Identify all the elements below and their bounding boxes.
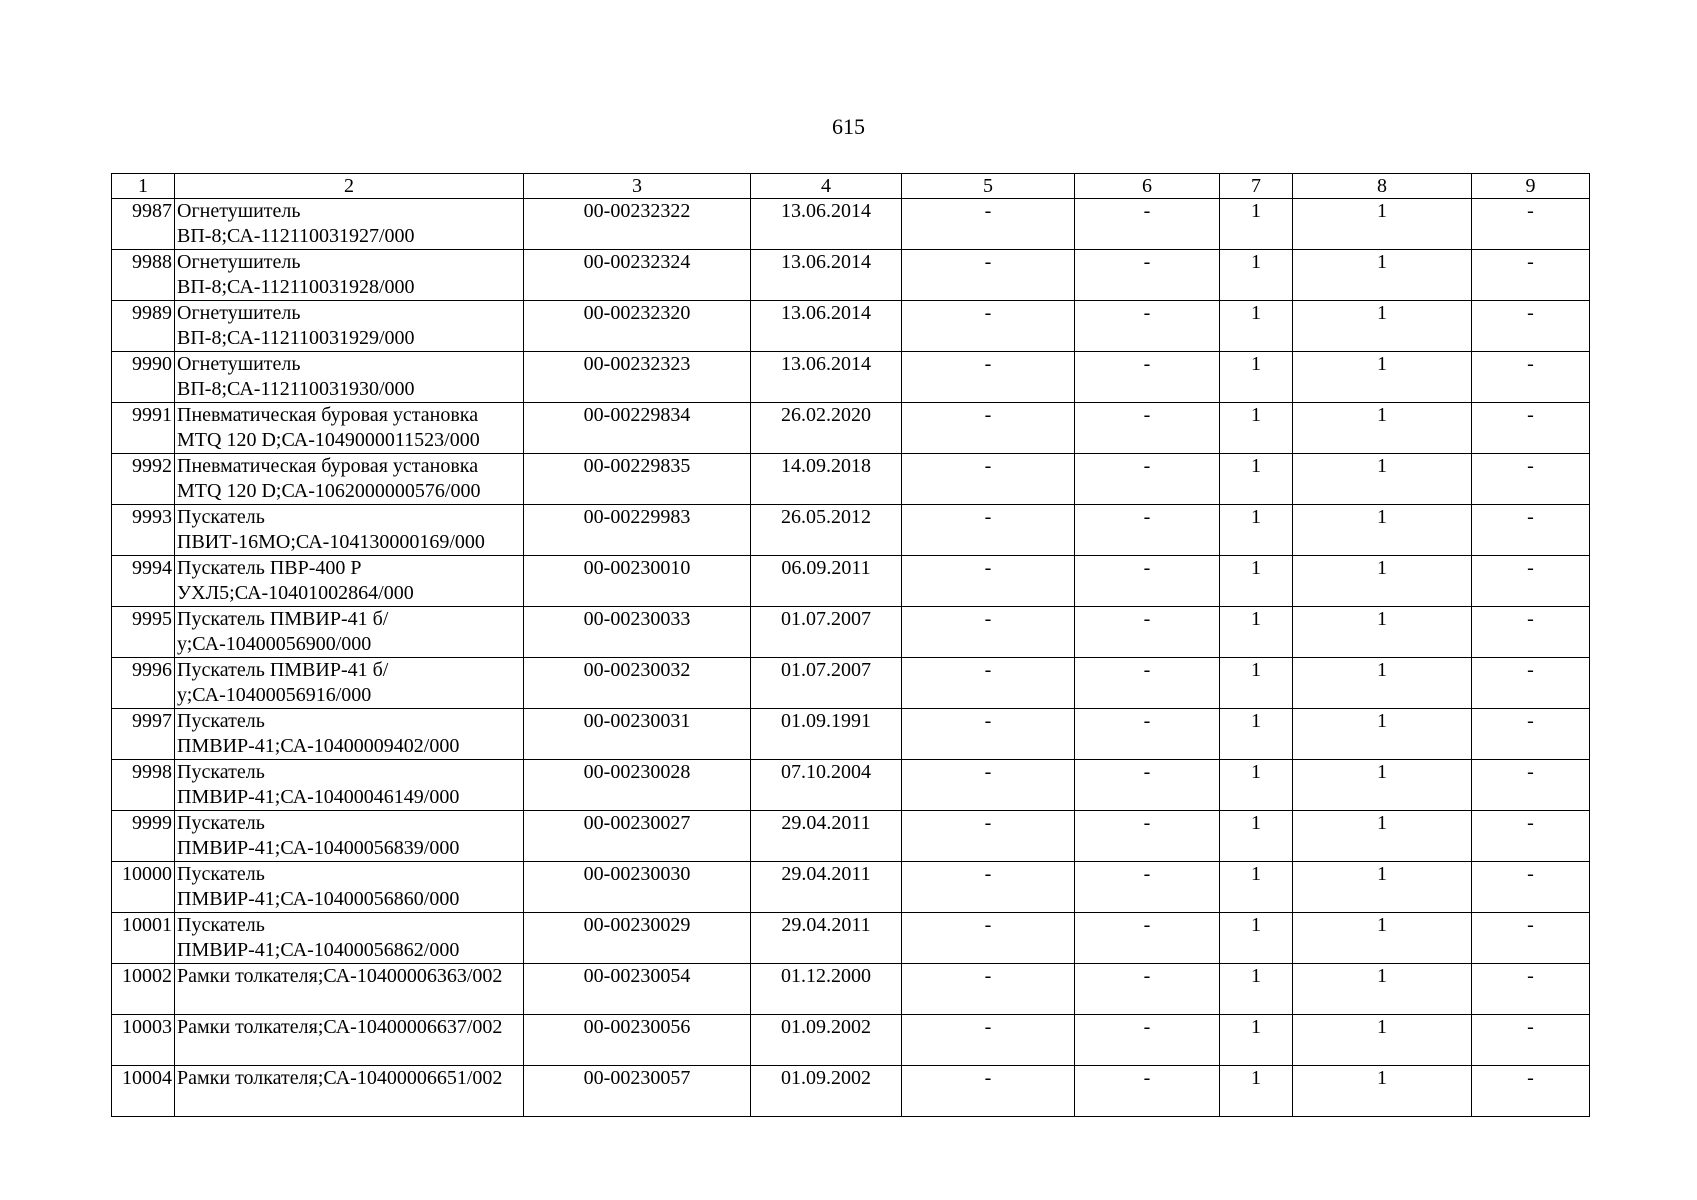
col-9-value-cell: - <box>1472 760 1590 811</box>
date-cell: 29.04.2011 <box>751 913 902 964</box>
item-name-cell: Огнетушитель ВП-8;СА-112110031930/000 <box>175 352 524 403</box>
table-row <box>112 913 1590 964</box>
col-5-value-cell: - <box>902 505 1075 556</box>
item-name-cell: Огнетушитель ВП-8;СА-112110031928/000 <box>175 250 524 301</box>
column-header-4: 4 <box>751 174 902 199</box>
inventory-number-cell: 00-00230057 <box>524 1066 751 1117</box>
item-name-cell: Огнетушитель ВП-8;СА-112110031929/000 <box>175 301 524 352</box>
col-8-value-cell: 1 <box>1293 658 1472 709</box>
row-number-cell: 10003 <box>112 1015 175 1066</box>
date-cell: 01.12.2000 <box>751 964 902 1015</box>
col-8-value-cell: 1 <box>1293 454 1472 505</box>
column-header-7: 7 <box>1220 174 1293 199</box>
col-9-value-cell: - <box>1472 1066 1590 1117</box>
col-9-value-cell: - <box>1472 454 1590 505</box>
col-7-value-cell: 1 <box>1220 250 1293 301</box>
column-header-2: 2 <box>175 174 524 199</box>
col-8-value-cell: 1 <box>1293 811 1472 862</box>
table-row <box>112 964 1590 1015</box>
col-5-value-cell: - <box>902 658 1075 709</box>
page-number: 615 <box>832 114 865 139</box>
col-9-value-cell: - <box>1472 301 1590 352</box>
inventory-number-cell: 00-00230032 <box>524 658 751 709</box>
inventory-number-cell: 00-00232322 <box>524 199 751 250</box>
table-row <box>112 1066 1590 1117</box>
col-7-value-cell: 1 <box>1220 352 1293 403</box>
date-cell: 01.07.2007 <box>751 607 902 658</box>
item-name-cell: Пускатель ПМВИР-41;СА-10400046149/000 <box>175 760 524 811</box>
inventory-number-cell: 00-00230028 <box>524 760 751 811</box>
item-name-cell: Рамки толкателя;СА-10400006363/002 <box>175 964 524 1015</box>
row-number-cell: 9997 <box>112 709 175 760</box>
col-8-value-cell: 1 <box>1293 199 1472 250</box>
table-row <box>112 1015 1590 1066</box>
col-6-value-cell: - <box>1075 811 1220 862</box>
column-header-6: 6 <box>1075 174 1220 199</box>
table-row <box>112 505 1590 556</box>
col-9-value-cell: - <box>1472 1015 1590 1066</box>
col-7-value-cell: 1 <box>1220 658 1293 709</box>
inventory-number-cell: 00-00230027 <box>524 811 751 862</box>
col-6-value-cell: - <box>1075 1015 1220 1066</box>
table-header-row <box>112 174 1590 199</box>
row-number-cell: 9987 <box>112 199 175 250</box>
col-6-value-cell: - <box>1075 913 1220 964</box>
item-name-cell: Пускатель ПМВИР-41;СА-10400056860/000 <box>175 862 524 913</box>
date-cell: 13.06.2014 <box>751 199 902 250</box>
date-cell: 06.09.2011 <box>751 556 902 607</box>
col-9-value-cell: - <box>1472 811 1590 862</box>
row-number-cell: 9991 <box>112 403 175 454</box>
date-cell: 07.10.2004 <box>751 760 902 811</box>
col-8-value-cell: 1 <box>1293 862 1472 913</box>
item-name-cell: Пневматическая буровая установка MTQ 120 D;СА-1062000000576/000 <box>175 454 524 505</box>
date-cell: 01.09.2002 <box>751 1015 902 1066</box>
col-9-value-cell: - <box>1472 709 1590 760</box>
date-cell: 26.02.2020 <box>751 403 902 454</box>
col-6-value-cell: - <box>1075 1066 1220 1117</box>
item-name-cell: Пускатель ПМВИР-41;СА-10400056839/000 <box>175 811 524 862</box>
col-9-value-cell: - <box>1472 862 1590 913</box>
inventory-number-cell: 00-00230054 <box>524 964 751 1015</box>
inventory-number-cell: 00-00230030 <box>524 862 751 913</box>
col-6-value-cell: - <box>1075 964 1220 1015</box>
col-9-value-cell: - <box>1472 352 1590 403</box>
col-6-value-cell: - <box>1075 760 1220 811</box>
item-name-cell: Рамки толкателя;СА-10400006637/002 <box>175 1015 524 1066</box>
col-7-value-cell: 1 <box>1220 1066 1293 1117</box>
date-cell: 29.04.2011 <box>751 811 902 862</box>
col-9-value-cell: - <box>1472 403 1590 454</box>
row-number-cell: 9988 <box>112 250 175 301</box>
col-5-value-cell: - <box>902 709 1075 760</box>
col-8-value-cell: 1 <box>1293 1066 1472 1117</box>
col-7-value-cell: 1 <box>1220 760 1293 811</box>
col-6-value-cell: - <box>1075 709 1220 760</box>
col-6-value-cell: - <box>1075 658 1220 709</box>
col-8-value-cell: 1 <box>1293 250 1472 301</box>
table-row <box>112 862 1590 913</box>
col-9-value-cell: - <box>1472 505 1590 556</box>
table-row <box>112 709 1590 760</box>
inventory-number-cell: 00-00232323 <box>524 352 751 403</box>
col-5-value-cell: - <box>902 556 1075 607</box>
col-9-value-cell: - <box>1472 658 1590 709</box>
row-number-cell: 9998 <box>112 760 175 811</box>
date-cell: 13.06.2014 <box>751 250 902 301</box>
table-row <box>112 811 1590 862</box>
item-name-cell: Рамки толкателя;СА-10400006651/002 <box>175 1066 524 1117</box>
col-9-value-cell: - <box>1472 556 1590 607</box>
table-row <box>112 454 1590 505</box>
date-cell: 01.09.1991 <box>751 709 902 760</box>
item-name-cell: Пускатель ПМВИР-41;СА-10400009402/000 <box>175 709 524 760</box>
column-header-8: 8 <box>1293 174 1472 199</box>
row-number-cell: 9999 <box>112 811 175 862</box>
col-6-value-cell: - <box>1075 556 1220 607</box>
inventory-number-cell: 00-00229834 <box>524 403 751 454</box>
table-body <box>112 199 1590 1117</box>
asset-table <box>111 173 1590 1117</box>
date-cell: 29.04.2011 <box>751 862 902 913</box>
col-6-value-cell: - <box>1075 250 1220 301</box>
col-5-value-cell: - <box>902 301 1075 352</box>
row-number-cell: 10002 <box>112 964 175 1015</box>
col-5-value-cell: - <box>902 199 1075 250</box>
col-8-value-cell: 1 <box>1293 505 1472 556</box>
col-7-value-cell: 1 <box>1220 964 1293 1015</box>
col-9-value-cell: - <box>1472 913 1590 964</box>
inventory-number-cell: 00-00230029 <box>524 913 751 964</box>
col-8-value-cell: 1 <box>1293 403 1472 454</box>
col-5-value-cell: - <box>902 913 1075 964</box>
item-name-cell: Пускатель ПМВИР-41;СА-10400056862/000 <box>175 913 524 964</box>
col-6-value-cell: - <box>1075 301 1220 352</box>
col-7-value-cell: 1 <box>1220 199 1293 250</box>
row-number-cell: 9996 <box>112 658 175 709</box>
item-name-cell: Пускатель ПВИТ-16МО;СА-104130000169/000 <box>175 505 524 556</box>
row-number-cell: 9994 <box>112 556 175 607</box>
col-6-value-cell: - <box>1075 199 1220 250</box>
column-header-3: 3 <box>524 174 751 199</box>
date-cell: 13.06.2014 <box>751 352 902 403</box>
table-row <box>112 607 1590 658</box>
col-5-value-cell: - <box>902 964 1075 1015</box>
col-8-value-cell: 1 <box>1293 556 1472 607</box>
col-5-value-cell: - <box>902 607 1075 658</box>
col-5-value-cell: - <box>902 811 1075 862</box>
col-7-value-cell: 1 <box>1220 607 1293 658</box>
col-9-value-cell: - <box>1472 199 1590 250</box>
col-6-value-cell: - <box>1075 505 1220 556</box>
col-6-value-cell: - <box>1075 862 1220 913</box>
inventory-number-cell: 00-00230033 <box>524 607 751 658</box>
date-cell: 13.06.2014 <box>751 301 902 352</box>
row-number-cell: 10001 <box>112 913 175 964</box>
col-5-value-cell: - <box>902 250 1075 301</box>
table-row <box>112 403 1590 454</box>
col-8-value-cell: 1 <box>1293 709 1472 760</box>
col-5-value-cell: - <box>902 352 1075 403</box>
col-7-value-cell: 1 <box>1220 1015 1293 1066</box>
row-number-cell: 10000 <box>112 862 175 913</box>
inventory-number-cell: 00-00232324 <box>524 250 751 301</box>
col-5-value-cell: - <box>902 1066 1075 1117</box>
col-8-value-cell: 1 <box>1293 913 1472 964</box>
date-cell: 01.07.2007 <box>751 658 902 709</box>
col-6-value-cell: - <box>1075 352 1220 403</box>
col-9-value-cell: - <box>1472 607 1590 658</box>
inventory-number-cell: 00-00232320 <box>524 301 751 352</box>
col-8-value-cell: 1 <box>1293 352 1472 403</box>
col-8-value-cell: 1 <box>1293 301 1472 352</box>
col-5-value-cell: - <box>902 862 1075 913</box>
row-number-cell: 9995 <box>112 607 175 658</box>
col-7-value-cell: 1 <box>1220 556 1293 607</box>
column-header-5: 5 <box>902 174 1075 199</box>
col-7-value-cell: 1 <box>1220 811 1293 862</box>
inventory-number-cell: 00-00230056 <box>524 1015 751 1066</box>
col-6-value-cell: - <box>1075 607 1220 658</box>
col-5-value-cell: - <box>902 403 1075 454</box>
row-number-cell: 9993 <box>112 505 175 556</box>
col-8-value-cell: 1 <box>1293 607 1472 658</box>
row-number-cell: 9992 <box>112 454 175 505</box>
row-number-cell: 9990 <box>112 352 175 403</box>
table-row <box>112 199 1590 250</box>
col-7-value-cell: 1 <box>1220 709 1293 760</box>
table-row <box>112 556 1590 607</box>
item-name-cell: Огнетушитель ВП-8;СА-112110031927/000 <box>175 199 524 250</box>
inventory-number-cell: 00-00229983 <box>524 505 751 556</box>
row-number-cell: 10004 <box>112 1066 175 1117</box>
date-cell: 01.09.2002 <box>751 1066 902 1117</box>
col-7-value-cell: 1 <box>1220 505 1293 556</box>
item-name-cell: Пускатель ПВР-400 Р УХЛ5;СА-10401002864/000 <box>175 556 524 607</box>
column-header-9: 9 <box>1472 174 1590 199</box>
col-8-value-cell: 1 <box>1293 760 1472 811</box>
col-7-value-cell: 1 <box>1220 301 1293 352</box>
col-7-value-cell: 1 <box>1220 862 1293 913</box>
col-8-value-cell: 1 <box>1293 1015 1472 1066</box>
row-number-cell: 9989 <box>112 301 175 352</box>
col-9-value-cell: - <box>1472 964 1590 1015</box>
col-6-value-cell: - <box>1075 403 1220 454</box>
column-header-1: 1 <box>112 174 175 199</box>
item-name-cell: Пневматическая буровая установка MTQ 120 D;СА-1049000011523/000 <box>175 403 524 454</box>
table-row <box>112 250 1590 301</box>
col-5-value-cell: - <box>902 454 1075 505</box>
col-5-value-cell: - <box>902 1015 1075 1066</box>
table-row <box>112 301 1590 352</box>
date-cell: 26.05.2012 <box>751 505 902 556</box>
table-row <box>112 352 1590 403</box>
item-name-cell: Пускатель ПМВИР-41 б/у;СА-10400056916/000 <box>175 658 524 709</box>
inventory-number-cell: 00-00230031 <box>524 709 751 760</box>
col-7-value-cell: 1 <box>1220 403 1293 454</box>
inventory-number-cell: 00-00229835 <box>524 454 751 505</box>
table-row <box>112 658 1590 709</box>
col-8-value-cell: 1 <box>1293 964 1472 1015</box>
col-7-value-cell: 1 <box>1220 913 1293 964</box>
table-row <box>112 760 1590 811</box>
col-5-value-cell: - <box>902 760 1075 811</box>
col-7-value-cell: 1 <box>1220 454 1293 505</box>
item-name-cell: Пускатель ПМВИР-41 б/у;СА-10400056900/000 <box>175 607 524 658</box>
inventory-number-cell: 00-00230010 <box>524 556 751 607</box>
col-9-value-cell: - <box>1472 250 1590 301</box>
date-cell: 14.09.2018 <box>751 454 902 505</box>
col-6-value-cell: - <box>1075 454 1220 505</box>
